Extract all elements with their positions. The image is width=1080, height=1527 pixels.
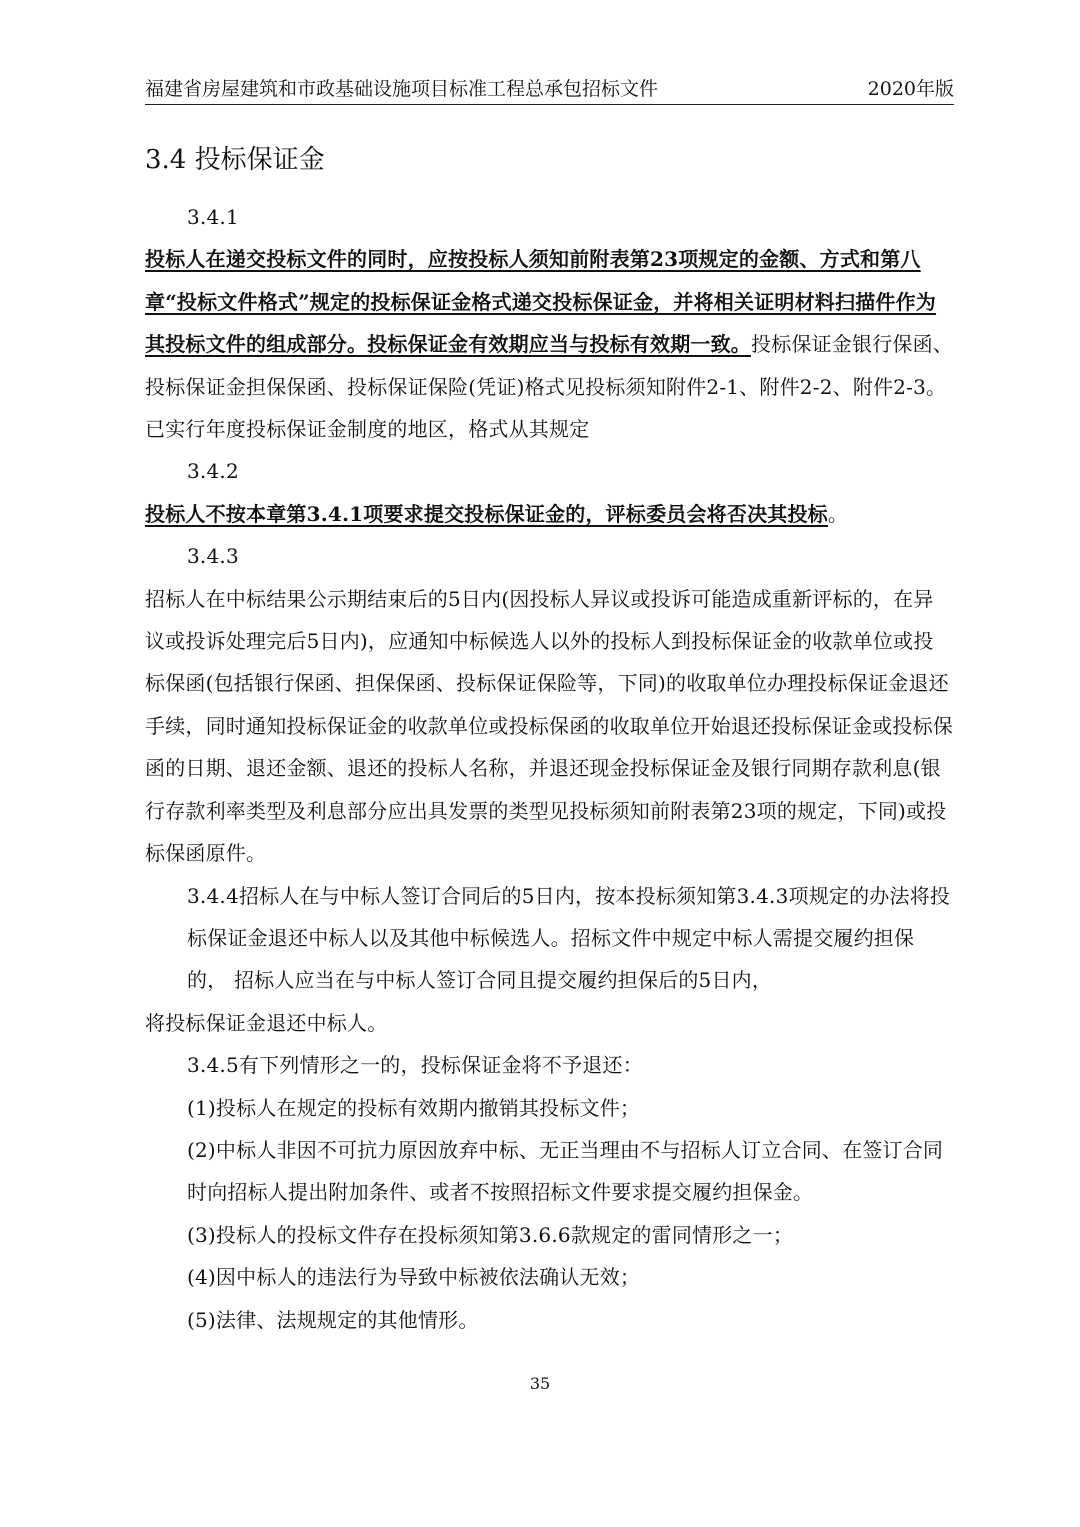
header-edition: 2020年版 [867,78,954,100]
page-header [145,74,954,105]
clause-number-341: 3.4.1 [187,205,239,229]
clause-344 [145,875,953,1002]
clause-345-text: 有下列情形之一的，投标保证金将不予退还： [238,1053,643,1078]
list-item: (2)中标人非因不可抗力原因放弃中标、无正当理由不与招标人订立合同、在签订合同时向招标人提出附加条件、或者不按照招标文件要求提交履约担保金。 [187,1137,944,1205]
list-item: (3)投标人的投标文件存在投标须知第3.6.6款规定的雷同情形之一； [187,1222,794,1247]
page-number: 35 [529,1374,551,1393]
list-item: (4)因中标人的违法行为导致中标被依法确认无效； [187,1265,641,1290]
clause-344-continuation: 将投标保证金退还中标人。 [145,1010,388,1035]
section-title: 3.4 投标保证金 [145,145,325,175]
clause-341-text: 投标保证金银行保函、投标保证金担保保函、投标保证保险(凭证)格式见投标须知附件2-1、附件2-2、附件2-3。已实行年度投标保证金制度的地区，格式从其规定 [145,332,953,442]
clause-344-text: 招标人在与中标人签订合同后的5日内，按本投标须知第3.4.3项规定的办法将投标保证金退还中标人以及其他中标候选人。招标文件中规定中标人需提交履约担保的， 招标人应当在与中标人签订合同且提交履约担保后的5日内， [187,883,951,993]
document-body [145,196,953,1341]
header-title: 福建省房屋建筑和市政基础设施项目标准工程总承包招标文件 [145,78,659,100]
clause-number-345: 3.4.5 [187,1053,239,1078]
clause-342-tail: 。 [827,501,849,526]
clause-341-emphasis: 投标人在递交投标文件的同时，应按投标人须知前附表第23项规定的金额、方式和第八章“投标文件格式”规定的投标保证金格式递交投标保证金，并将相关证明材料扫描件作为其投标文件的组成部分。投标保证金有效期应当与投标有效期一致。 [145,247,937,357]
clause-342-emphasis: 投标人不按本章第3.4.1项要求提交投标保证金的，评标委员会将否决其投标 [145,501,828,526]
clause-342 [145,493,953,535]
clause-number-343: 3.4.3 [187,544,239,569]
list-item: (5)法律、法规规定的其他情形。 [187,1307,479,1332]
list-item: (1)投标人在规定的投标有效期内撤销其投标文件； [187,1095,641,1120]
clause-341 [145,238,953,450]
clause-343: 招标人在中标结果公示期结束后的5日内(因投标人异议或投诉可能造成重新评标的，在异议或投诉处理完后5日内)，应通知中标候选人以外的投标人到投标保证金的收款单位或投标保函(包括银行保函、担保保函、投标保证保险等，下同)的收取单位办理投标保证金退还手续，同时通知投标保证金的收款单位或投标保函的收取单位开始退还投标保证金或投标保函的日期、退还金额、退还的投标人名称，并退还现金投标保证金及银行同期存款利息(银行存款利率类型及利息部分应出具发票的类型见投标须知前附表第23项的规定，下同)或投标保函原件。 [145,586,953,866]
clause-number-344: 3.4.4 [187,883,239,908]
clause-number-342: 3.4.2 [187,459,239,484]
clause-345 [145,1044,953,1086]
